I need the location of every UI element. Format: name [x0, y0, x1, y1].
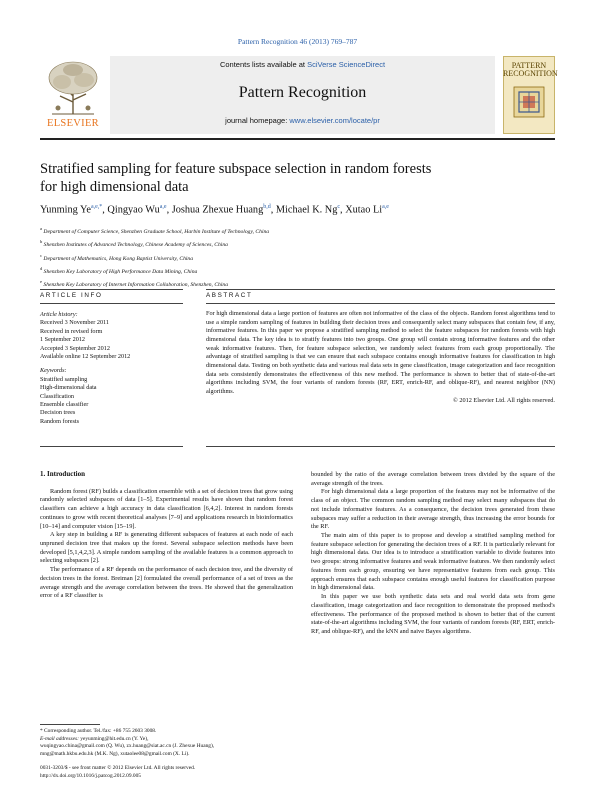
- author-sep: ,: [102, 204, 108, 216]
- right-column: [311, 471, 555, 637]
- publisher-name: ELSEVIER: [47, 118, 99, 129]
- history-item: Available online 12 September 2012: [40, 353, 131, 361]
- abstract-body: [206, 310, 555, 405]
- keyword-item: Decision trees: [40, 409, 76, 417]
- homepage-line: [110, 116, 495, 125]
- section-heading-introduction: 1. Introduction: [40, 470, 85, 478]
- author-name: Joshua Zhexue Huang: [171, 204, 264, 216]
- affil-key: a: [40, 226, 42, 231]
- author-affil-ref[interactable]: b,d: [263, 204, 271, 210]
- article-info-rule: [40, 303, 183, 304]
- affiliation-item: [40, 251, 555, 264]
- abstract-rule: [206, 303, 555, 304]
- abstract-rule-top: [206, 289, 555, 290]
- affil-key: b: [40, 239, 43, 245]
- email-label: E-mail addresses:: [40, 735, 79, 742]
- homepage-prefix: journal homepage:: [225, 116, 290, 125]
- sciencedirect-link[interactable]: SciVerse ScienceDirect: [307, 60, 386, 69]
- copyright-notice: © 2012 Elsevier Ltd. All rights reserved.: [453, 396, 555, 404]
- affil-key: d: [40, 265, 43, 271]
- author-name: Michael K. Ng: [275, 204, 338, 216]
- author-affil-ref[interactable]: c: [337, 204, 341, 210]
- abstract-heading: ABSTRACT: [206, 292, 253, 299]
- body-paragraph: Random forest (RF) builds a classification ensemble with a set of decision trees that grow using randomly selected subspaces of data [1–5]. Experimental results have shown that random forest classifiers can achieve a high accuracy in data classification [6,4,2]. Interest in random forests continues to grow with recent theoretical analyses [7–9] and applications research in bioinformatics [10–14] and computer vision [15–19].: [40, 487, 293, 530]
- cover-title: [503, 61, 558, 78]
- article-info: [40, 311, 170, 426]
- email-address[interactable]: yeyunming@hit.edu.cn (Y. Ye),: [80, 735, 149, 742]
- cover-emblem-icon: [513, 86, 545, 118]
- history-item: Accepted 3 September 2012: [40, 344, 110, 352]
- keyword-item: High-dimensional data: [40, 384, 97, 392]
- footnotes: [40, 728, 300, 758]
- keyword-item: Ensemble classifier: [40, 401, 89, 409]
- history-label: Article history:: [40, 311, 78, 318]
- doi-link[interactable]: http://dx.doi.org/10.1016/j.patcog.2012.09.005: [40, 772, 141, 779]
- body-paragraph: The main aim of this paper is to propose and develop a stratified sampling method for feature subspace selection for generating the decision trees of a RF. It is particularly relevant for high dimensional data. Our idea is to introduce a stratification variable to divide features into two groups: strong informative features and weak informative features. We then randomly select features from each group, ensuring we have representative features from each group. This approach ensures that each subspace contains enough useful features for classification purpose in high dimensional data.: [311, 532, 555, 592]
- body-paragraph: A key step in building a RF is generating different subspaces of features at each node of each unpruned decision tree that makes up the forest. Several subspace selection methods have been developed [5,1,4,2,3]. A simple random sampling of the available features is a common approach to selecting subspaces [2].: [40, 531, 293, 565]
- email-address[interactable]: wuqingyao.china@gmail.com (Q. Wu), zx.huang@siat.ac.cn (J. Zhexue Huang),: [40, 743, 215, 750]
- author-name: Yunming Ye: [40, 204, 91, 216]
- affil-text: Shenzhen Key Laboratory of High Performance Data Mining, China: [43, 268, 198, 275]
- author-list: [40, 204, 555, 215]
- issn-line: 0031-3203/$ - see front matter © 2012 Elsevier Ltd. All rights reserved.: [40, 765, 196, 771]
- author-sep: ,: [166, 204, 172, 216]
- footnote-rule: [40, 724, 100, 725]
- author-affil-ref[interactable]: a,e: [382, 204, 389, 210]
- cover-title-line2: RECOGNITION: [503, 69, 558, 78]
- homepage-link[interactable]: www.elsevier.com/locate/pr: [289, 116, 380, 125]
- article-info-heading: ARTICLE INFO: [40, 292, 103, 299]
- body-paragraph: bounded by the ratio of the average correlation between trees divided by the square of the average strength of the trees.: [311, 471, 555, 487]
- article-info-rule-top: [40, 289, 183, 290]
- affiliation-item: [40, 264, 555, 277]
- affiliation-item: [40, 224, 555, 237]
- body-paragraph: For high dimensional data a large proportion of the features may not be informative of the class of an object. The common random sampling method may select many subspaces that do not include informative features. As a consequence, the decision trees generated from these subspaces may suffer a reduction in their average strength, thus increasing the error bounds for the RF.: [311, 488, 555, 531]
- author-affil-ref[interactable]: a,e,*: [90, 204, 103, 210]
- contents-line: [110, 60, 495, 69]
- header-rule: [40, 138, 555, 140]
- author-affil-ref[interactable]: a,e: [159, 204, 167, 210]
- abstract-text: For high dimensional data a large portion of features are often not informative of the class of the objects. Random forest algorithms tend to use a simple random sampling of features in building their decision trees and consequently select many subspaces that contain few, if any, informative features. In this paper we propose a stratified sampling method to select the feature subspaces for random forests with high dimensional data. The key idea is to stratify features into two groups. One group will contain strong informative features and the other weak informative features. Then, for feature subspace selection, we randomly select features from each group proportionally. The advantage of stratified sampling is that we can ensure that each subspace contains enough informative features for classification in high dimensional data. Testing on both synthetic data and various real data sets in gene classification, image categorization and face recognition data sets consistently demonstrates the effectiveness of this new method. The performance is shown to better that of state-of-the-art algorithms including SVM, the four variants of random forests (RF, ERT, enrich-RF, and oblique-RF), and nearest neighbor (NN) algorithms.: [206, 310, 555, 395]
- journal-citation[interactable]: Pattern Recognition 46 (2013) 769–787: [237, 37, 358, 46]
- affiliation-list: [40, 224, 555, 290]
- spacer: [40, 479, 293, 488]
- left-column: [40, 470, 293, 601]
- author-name: Qingyao Wu: [107, 204, 160, 216]
- history-item: Received 3 November 2011: [40, 319, 110, 327]
- author-name: Xutao Li: [345, 204, 383, 216]
- affil-key: c: [40, 252, 42, 258]
- keywords-label: Keywords:: [40, 367, 67, 375]
- affil-key: e: [40, 279, 42, 285]
- email-address[interactable]: mng@math.hkbu.edu.hk (M.K. Ng), xutaolee08@gmail.com (X. Li).: [40, 750, 190, 757]
- cover-title-line1: PATTERN: [511, 61, 547, 70]
- paper-title-line1: Stratified sampling for feature subspace selection in random forests: [40, 161, 432, 177]
- contents-prefix: Contents lists available at: [219, 60, 308, 69]
- abstract-rule-bottom: [206, 446, 555, 447]
- front-matter: [40, 765, 340, 780]
- author-sep: ,: [340, 204, 346, 216]
- history-item: Received in revised form: [40, 327, 103, 335]
- history-item: 1 September 2012: [40, 336, 86, 344]
- affil-text: Shenzhen Institutes of Advanced Technology, Chinese Academy of Sciences, China: [43, 242, 228, 249]
- journal-name: Pattern Recognition: [238, 84, 367, 101]
- keyword-item: Random forests: [40, 417, 80, 425]
- affil-text: Shenzhen Key Laboratory of Internet Information Collaboration, Shenzhen, China: [43, 281, 228, 288]
- author-sep: ,: [270, 204, 276, 216]
- paper-title-line2: for high dimensional data: [40, 179, 189, 195]
- body-paragraph: The performance of a RF depends on the performance of each decision tree, and the diversity of decision trees in the forest. Breiman [2] formulated the overall performance of a set of trees as the average strength and the average correlation between the trees. He showed that the generalization error of a RF classifier is: [40, 566, 293, 600]
- affiliation-item: [40, 237, 555, 250]
- article-info-rule-bottom: [40, 446, 183, 447]
- body-paragraph: In this paper we use both synthetic data sets and real world data sets from gene classification, image categorization and face recognition to demonstrate the proposed method's effectiveness. The performance of the proposed method is shown to better that of the current state-of-the-art algorithms including SVM, the four variants of random forests (RF, ERT, enrich-RF, and oblique-RF), and the kNN and naive Bayes algorithms.: [311, 593, 555, 635]
- corresponding-author-note: * Corresponding author. Tel./fax: +86 755 2603 3008.: [40, 728, 157, 734]
- paper-title: [40, 160, 555, 196]
- keyword-item: Stratified sampling: [40, 375, 88, 383]
- affil-text: Department of Computer Science, Shenzhen Graduate School, Harbin Institute of Technology, China: [43, 228, 270, 235]
- affil-text: Department of Mathematics, Hong Kong Baptist University, China: [43, 255, 194, 262]
- keyword-item: Classification: [40, 392, 75, 400]
